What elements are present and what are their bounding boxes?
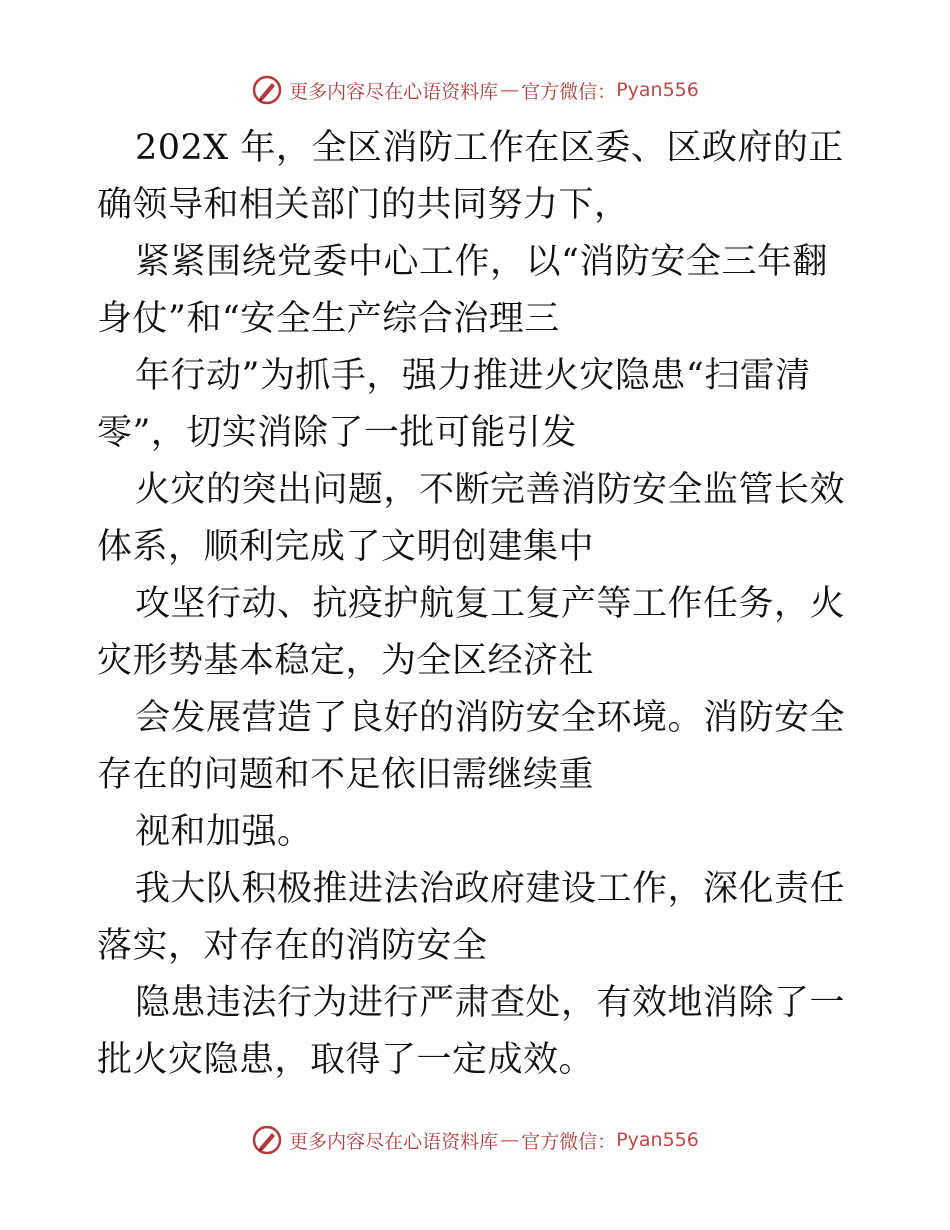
paragraph-rest: 形势基本稳定，为全区经济社: [132, 641, 595, 681]
paragraph: [97, 348, 857, 462]
header-banner: [0, 72, 950, 108]
paragraph-lead: 202X 年，全区消防工作在区委、区政府的正确: [97, 128, 844, 225]
paragraph-rest: 实，对存在的消防安全: [132, 926, 488, 966]
paragraph-rest: 领导和相关部门的共同努力下，: [132, 185, 630, 225]
pen-logo-icon: [251, 74, 283, 106]
paragraph: [97, 234, 857, 348]
paragraph-rest: 仗”和“安全生产综合治理三: [132, 299, 560, 339]
footer-wechat-label: 官方微信：: [521, 1130, 617, 1153]
document-body: [97, 120, 857, 1089]
paragraph-lead: 火灾的突出问题，不断完善消防安全监管长效体: [97, 470, 846, 567]
paragraph-rest: 火灾隐患，取得了一定成效。: [132, 1040, 595, 1080]
paragraph: [97, 462, 857, 576]
paragraph-rest: 零”，切实消除了一批可能引发: [97, 413, 577, 453]
header-slogan: 更多内容尽在心语资料库: [289, 80, 499, 103]
pen-logo-icon: [251, 1124, 283, 1156]
paragraph-lead: 我大队积极推进法治政府建设工作，深化责任落: [97, 869, 846, 966]
paragraph-rest: 在的问题和不足依旧需继续重: [132, 755, 595, 795]
header-wechat-label: 官方微信：: [521, 80, 617, 103]
paragraph: [97, 804, 857, 861]
paragraph-lead: 攻坚行动、抗疫护航复工复产等工作任务，火灾: [97, 584, 846, 681]
footer-banner: [0, 1122, 950, 1158]
footer-separator: —: [500, 1129, 520, 1151]
footer-wechat-id: Pyan556: [616, 1129, 699, 1151]
paragraph-lead: 隐患违法行为进行严肃查处，有效地消除了一批: [97, 983, 846, 1080]
paragraph-lead: 紧紧围绕党委中心工作，以“消防安全三年翻身: [97, 242, 828, 339]
paragraph-lead: 会发展营造了良好的消防安全环境。消防安全存: [97, 698, 846, 795]
paragraph-lead: 年行动”为抓手，强力推进火灾隐患“扫雷清: [135, 356, 811, 396]
paragraph: [97, 120, 857, 234]
paragraph: [97, 861, 857, 975]
paragraph: [97, 690, 857, 804]
paragraph-lead: 视和加强。: [135, 812, 313, 852]
header-wechat-id: Pyan556: [616, 79, 699, 101]
header-separator: —: [500, 79, 520, 101]
paragraph-rest: 系，顺利完成了文明创建集中: [132, 527, 595, 567]
footer-slogan: 更多内容尽在心语资料库: [289, 1130, 499, 1153]
paragraph: [97, 576, 857, 690]
paragraph: [97, 975, 857, 1089]
